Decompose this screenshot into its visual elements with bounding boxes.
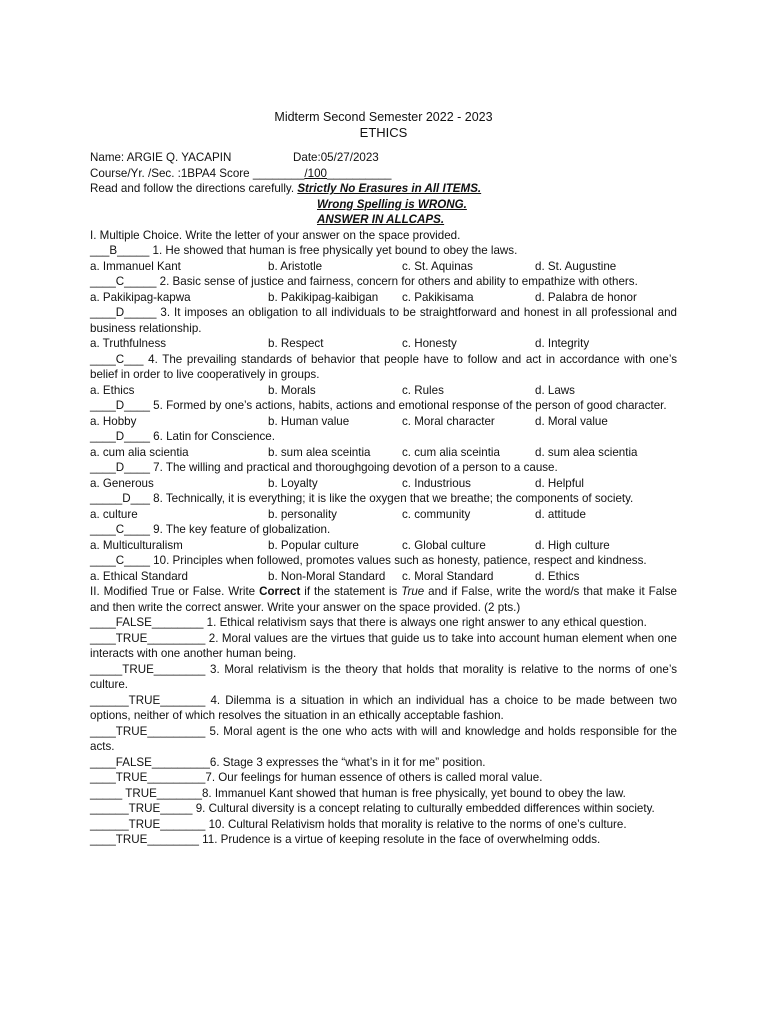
- rule-spelling: Wrong Spelling is WRONG.: [317, 197, 467, 211]
- mc-option: d. Helpful: [535, 476, 584, 490]
- mc-option: c. Rules: [402, 383, 444, 397]
- mc-option: b. Aristotle: [268, 259, 323, 273]
- mc-item: [90, 398, 677, 429]
- mc-option: a. culture: [90, 507, 138, 521]
- part1-heading: I. Multiple Choice. Write the letter of your answer on the space provided.: [90, 228, 461, 242]
- mc-options: [90, 414, 677, 430]
- mc-option: d. High culture: [535, 538, 610, 552]
- mc-option: a. Multiculturalism: [90, 538, 183, 552]
- mc-question: ____C_____ 2. Basic sense of justice and fairness, concern for others and ability to empathize with others.: [90, 275, 638, 288]
- mc-option: a. Truthfulness: [90, 337, 167, 350]
- mc-option: c. cum alia sceintia: [402, 445, 500, 459]
- mc-question: ___B_____ 1. He showed that human is free physically yet bound to obey the laws.: [90, 244, 518, 257]
- mc-option: a. Pakikipag-kapwa: [90, 290, 191, 304]
- tf-item: ____TRUE_________7. Our feelings for human essence of others is called moral value.: [90, 771, 543, 784]
- rule-spelling-row: [90, 197, 677, 213]
- mc-question: ____D_____ 3. It imposes an obligation to all individuals to be straightforward and honest in all professional and business relationship.: [90, 306, 677, 335]
- mc-options: [90, 336, 677, 352]
- mc-item: [90, 460, 677, 491]
- mc-option: a. Ethical Standard: [90, 569, 188, 583]
- mc-option: b. Loyalty: [268, 476, 318, 490]
- mc-option: c. Honesty: [402, 337, 457, 350]
- mc-option: d. Integrity: [535, 337, 590, 350]
- part2-heading: [90, 584, 677, 615]
- mc-item: [90, 553, 677, 584]
- mc-options: [90, 476, 677, 492]
- multiple-choice-list: [90, 243, 677, 584]
- mc-option: a. cum alia scientia: [90, 445, 189, 459]
- directions-row: [90, 181, 677, 197]
- score-blank: __________: [326, 166, 392, 180]
- tf-item: ____FALSE_________6. Stage 3 expresses the “what’s in it for me” position.: [90, 755, 486, 769]
- mc-option: d. Laws: [535, 383, 575, 397]
- subject-title: ETHICS: [359, 125, 408, 140]
- part2-heading-correct: Correct: [259, 585, 301, 598]
- mc-option: a. Immanuel Kant: [90, 259, 181, 273]
- exam-date: Date:05/27/2023: [293, 151, 379, 164]
- mc-question: ____C____ 9. The key feature of globalization.: [90, 523, 331, 536]
- mc-option: d. Ethics: [535, 569, 580, 583]
- mc-option: c. Moral Standard: [402, 569, 494, 583]
- mc-option: a. Generous: [90, 476, 154, 490]
- mc-item: [90, 274, 677, 305]
- tf-item: _____TRUE________ 3. Moral relativism is the theory that holds that morality is relative to the norms of one’s culture.: [90, 662, 677, 691]
- mc-option: c. Pakikisama: [402, 290, 474, 304]
- mc-option: c. community: [402, 507, 471, 521]
- mc-option: c. Moral character: [402, 414, 495, 428]
- rule-allcaps: ANSWER IN ALLCAPS.: [317, 213, 445, 226]
- mc-option: b. Non-Moral Standard: [268, 569, 386, 583]
- score-value: /100: [304, 166, 327, 180]
- mc-options: [90, 569, 677, 585]
- directions-intro: Read and follow the directions carefully.: [90, 182, 295, 195]
- mc-option: a. Hobby: [90, 414, 137, 428]
- exam-content: [90, 110, 677, 848]
- mc-item: [90, 491, 677, 522]
- mc-option: b. personality: [268, 507, 337, 521]
- tf-item: _____ TRUE_______8. Immanuel Kant showed that human is free physically, yet bound to obey the law.: [90, 786, 626, 800]
- name-date-row: [90, 150, 677, 166]
- part2-heading-b: if the statement is: [300, 585, 402, 598]
- tf-item: ____TRUE_________ 2. Moral values are the virtues that guide us to take into account human element when one interacts with one another human being.: [90, 631, 677, 660]
- mc-option: b. Human value: [268, 414, 350, 428]
- mc-options: [90, 290, 677, 306]
- tf-item: ______TRUE_______ 4. Dilemma is a situation in which an individual has a choice to be made between two options, neither of which resolves the situation in an ethically acceptable fashion.: [90, 693, 677, 722]
- mc-options: [90, 507, 677, 523]
- mc-item: [90, 305, 677, 352]
- mc-option: d. St. Augustine: [535, 259, 617, 273]
- mc-option: b. Popular culture: [268, 538, 359, 552]
- mc-option: d. Moral value: [535, 414, 608, 428]
- tf-item: ____TRUE_________ 5. Moral agent is the one who acts with will and knowledge and holds responsible for the acts.: [90, 724, 677, 753]
- rule-allcaps-row: [90, 212, 677, 228]
- mc-option: d. sum alea scientia: [535, 445, 638, 459]
- mc-option: b. Pakikipag-kaibigan: [268, 290, 379, 304]
- mc-question: ____C____ 10. Principles when followed, promotes values such as honesty, patience, respect and kindness.: [90, 554, 647, 567]
- mc-item: [90, 522, 677, 553]
- mc-option: d. attitude: [535, 507, 586, 521]
- tf-item: ______TRUE_______ 10. Cultural Relativism holds that morality is relative to the norms of one’s culture.: [90, 817, 627, 831]
- mc-options: [90, 383, 677, 399]
- exam-title: Midterm Second Semester 2022 - 2023: [274, 110, 493, 124]
- mc-option: c. Industrious: [402, 476, 471, 490]
- mc-question: _____D___ 8. Technically, it is everything; it is like the oxygen that we breathe; the components of society.: [90, 492, 634, 505]
- mc-question: ____D____ 6. Latin for Conscience.: [90, 430, 275, 443]
- mc-option: c. Global culture: [402, 538, 486, 552]
- mc-option: c. St. Aquinas: [402, 259, 473, 273]
- student-name: Name: ARGIE Q. YACAPIN: [90, 151, 232, 164]
- mc-options: [90, 259, 677, 275]
- part2-heading-a: II. Modified True or False. Write: [90, 585, 260, 598]
- mc-option: d. Palabra de honor: [535, 290, 637, 304]
- mc-item: [90, 429, 677, 460]
- rule-no-erasures: Strictly No Erasures in All ITEMS.: [297, 182, 482, 195]
- mc-options: [90, 445, 677, 461]
- mc-options: [90, 538, 677, 554]
- part2-heading-c: and if False, write the word/s that make it False and then write the correct answer. Write your answer on the space provided. (2 pts.): [90, 585, 677, 614]
- part2-heading-true: True: [401, 585, 425, 598]
- mc-item: [90, 352, 677, 399]
- mc-question: ____D____ 5. Formed by one’s actions, habits, actions and emotional response of the person of good character.: [90, 399, 667, 412]
- tf-item: ______TRUE_____ 9. Cultural diversity is a concept relating to culturally embedded differences within society.: [90, 802, 655, 815]
- mc-question: ____C___ 4. The prevailing standards of behavior that people have to follow and act in accordance with one’s belief in order to live cooperatively in groups.: [90, 352, 677, 381]
- tf-item: ____TRUE________ 11. Prudence is a virtue of keeping resolute in the face of overwhelming odds.: [90, 833, 601, 846]
- true-false-list: [90, 615, 677, 848]
- course-score-row: [90, 166, 677, 182]
- mc-option: b. Morals: [268, 383, 316, 397]
- mc-item: [90, 243, 677, 274]
- mc-option: b. sum alea sceintia: [268, 445, 371, 459]
- course-section: Course/Yr. /Sec. :1BPA4 Score ________: [90, 166, 305, 180]
- tf-item: ____FALSE________ 1. Ethical relativism says that there is always one right answer to any ethical question.: [90, 616, 647, 629]
- mc-question: ____D____ 7. The willing and practical and thoroughgoing devotion of a person to a cause.: [90, 461, 558, 474]
- mc-option: a. Ethics: [90, 383, 135, 397]
- mc-option: b. Respect: [268, 337, 324, 350]
